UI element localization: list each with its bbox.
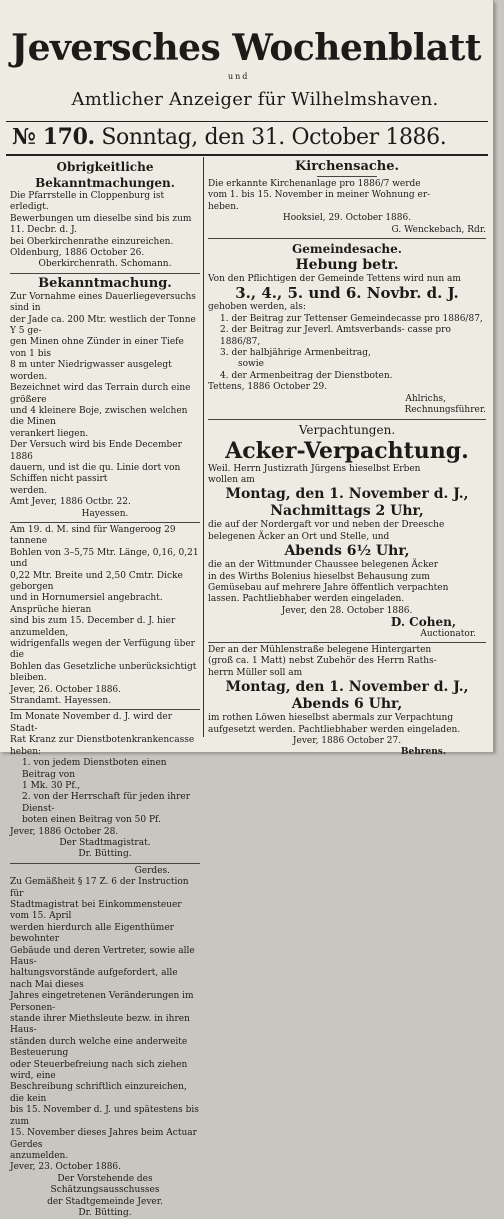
acker-signature: D. Cohen, — [390, 615, 456, 630]
notice-line: Stadtmagistrat bei Einkommensteuer vom 15. April — [10, 899, 182, 922]
notice-line: anzumelden. — [10, 1150, 69, 1161]
notice-line: der Jade ca. 200 Mtr. westlich der Tonne Y 5 ge- — [10, 314, 196, 337]
divider — [208, 238, 486, 239]
notice-line: Gebäude und deren Vertreter, sowie alle Haus- — [10, 945, 195, 967]
notice-line: boten einen Beitrag von 50 Pf. — [22, 815, 161, 826]
divider — [10, 863, 200, 864]
divider — [10, 273, 200, 274]
notice-line: vom 1. bis 15. November in meiner Wohnung er- — [208, 190, 431, 201]
notice-signature: Der Vorstehende des Schätzungsausschusses — [50, 1173, 160, 1196]
notice-line: Beschreibung schriftlich einzureichen, die kein — [10, 1082, 187, 1104]
issue-date: Sonntag, den 31. October 1886. — [101, 125, 447, 150]
bekannt-heading: Bekanntmachung. — [38, 275, 172, 291]
notice-line: Von den Pflichtigen der Gemeinde Tettens wird nun am — [208, 274, 461, 285]
divider — [10, 709, 200, 710]
notice-line: im rothen Löwen hieselbst abermals zur Verpachtung — [208, 713, 454, 724]
notice-signature: Hayessen. — [81, 508, 129, 519]
notice-line: bei Oberkirchenrathe einzureichen. — [10, 236, 174, 247]
notice-line: Am 19. d. M. sind für Wangeroog 29 tannene — [10, 524, 176, 547]
notice-line: dauern, und ist die qu. Linie dort von Schiffen nicht passirt — [10, 462, 181, 485]
hebung-signature-title: Rechnungsführer. — [404, 405, 486, 416]
wanger-notice — [10, 525, 200, 708]
notice-line: oder Steuerbefreiung nach sich ziehen wird, eine — [10, 1059, 188, 1082]
divider — [208, 419, 486, 420]
notice-line: Bezeichnet wird das Terrain durch eine größere — [10, 383, 191, 405]
garten-signature: Behrens. — [400, 747, 446, 758]
right-column — [208, 159, 486, 759]
notice-line: 0,22 Mtr. Breite und 2,50 Cmtr. Dicke geborgen — [10, 570, 183, 592]
bekannt-notice — [10, 292, 200, 520]
obrigkeit-heading: Obrigkeitliche Bekanntmachungen. — [35, 160, 175, 190]
notice-line: (groß ca. 1 Matt) nebst Zubehör des Herrn Raths- — [208, 656, 437, 667]
notice-line: gen Minen ohne Zünder in einer Tiefe von 1 bis — [10, 337, 184, 359]
notice-line: herrn Müller soll am — [208, 667, 303, 678]
hebung-signature: Ahlrichs, — [405, 393, 446, 404]
notice-line: Bewerbungen um dieselbe sind bis zum 11. Decbr. d. J. — [10, 213, 192, 236]
acker-time2: Abends 6½ Uhr, — [284, 543, 410, 560]
kirchen-place: Hooksiel, 29. October 1886. — [282, 213, 412, 224]
notice-signature: Der Stadtmagistrat. — [59, 837, 151, 848]
notice-line: Rat Kranz zur Dienstbotenkrankencasse heben: — [10, 735, 195, 757]
notice-line: Tettens, 1886 October 29. — [208, 382, 328, 393]
notice-line: 1. von jedem Dienstboten einen Beitrag von — [22, 758, 167, 780]
notice-line: Zu Gemäßheit § 17 Z. 6 der Instruction für — [10, 877, 189, 899]
notice-line: 8 m unter Niedrigwasser ausgelegt worden. — [10, 360, 172, 382]
notice-line: Jahres eingetretenen Veränderungen im Personen- — [10, 991, 194, 1013]
issue-line — [12, 122, 482, 153]
notice-line: ständen durch welche eine anderweite Besteuerung — [10, 1036, 188, 1059]
notice-line: Oldenburg, 1886 October 26. — [10, 248, 145, 259]
masthead-subtitle: Amtlicher Anzeiger für Wilhelmshaven. — [71, 89, 439, 110]
left-column — [10, 159, 200, 1219]
notice-line: Die erkannte Kirchenanlage pro 1886/7 werde — [208, 179, 421, 189]
notice-line: Im Monate November d. J. wird der Stadt- — [10, 712, 173, 734]
notice-signature: Dr. Bütting. — [78, 1207, 132, 1218]
notice-line: widrigenfalls wegen der Verfügung über die — [10, 639, 195, 661]
hebung-heading: Hebung betr. — [295, 257, 399, 274]
notice-signature: Strandamt. Hayessen. — [10, 696, 112, 707]
hebung-item: 1. der Beitrag zur Tettenser Gemeindecasse pro 1886/87, — [220, 313, 483, 324]
notice-line: Amt Jever, 1886 Octbr. 22. — [10, 497, 131, 508]
kranken-notice — [10, 712, 200, 860]
notice-line: 1 Mk. 30 Pf., — [22, 780, 81, 791]
notice-line: werden hierdurch alle Eigenthümer bewohnter — [10, 922, 174, 945]
schatz-notice — [10, 877, 200, 1219]
short-rule — [317, 176, 377, 177]
hebung-item: sowie — [238, 359, 264, 370]
notice-line: bis 15. November d. J. und spätestens bis zum — [10, 1105, 199, 1127]
notice-line: haltungsvorstände aufgefordert, alle nach Mai dieses — [10, 968, 178, 990]
notice-line: heben. — [208, 201, 239, 212]
notice-line: Die Pfarrstelle in Cloppenburg ist erledigt. — [10, 191, 165, 213]
notice-line: die auf der Nordergaft vor und neben der Dreesche — [208, 520, 445, 531]
garten-date: Montag, den 1. November d. J., — [225, 679, 469, 696]
notice-line: Jever, 23. October 1886. — [10, 1162, 122, 1173]
gerdes-signature: Gerdes. — [134, 865, 170, 876]
notice-line: sind bis zum 15. December d. J. hier anzumelden, — [10, 616, 176, 638]
acker-signature-title: Auctionator. — [420, 628, 476, 639]
notice-line: in des Wirths Bolenius hieselbst Behausung zum — [208, 571, 430, 582]
notice-line: Zur Vornahme eines Dauerliegeversuchs sind in — [10, 291, 196, 314]
notice-line: Gemüsebau auf mehrere Jahre öffentlich verpachten — [208, 582, 449, 593]
notice-line: wollen am — [208, 474, 255, 485]
notice-line: 2. von der Herrschaft für jeden ihrer Dienst- — [22, 792, 191, 814]
hebung-item: 3. der halbjährige Armenbeitrag, — [220, 348, 371, 359]
kirchen-heading: Kirchensache. — [294, 159, 400, 174]
garten-place: Jever, 1886 October 27. — [292, 736, 402, 746]
verp-heading: Verpachtungen. — [298, 422, 396, 437]
hebung-item: 4. der Armenbeitrag der Dienstboten. — [220, 370, 393, 381]
notice-line: aufgesetzt werden. Pachtliebhaber werden eingeladen. — [208, 724, 461, 735]
acker-date: Montag, den 1. November d. J., — [225, 486, 469, 503]
notice-line: 15. November dieses Jahres beim Actuar Gerdes — [10, 1128, 197, 1150]
notice-line: und in Hornumersiel angebracht. Ansprüche hieran — [10, 593, 163, 615]
notice-line: die an der Wittmunder Chaussee belegenen Äcker — [208, 560, 439, 571]
hebung-dates: 3., 4., 5. und 6. Novbr. d. J. — [235, 284, 459, 303]
notice-signature: der Stadtgemeinde Jever. — [47, 1196, 163, 1207]
rule-bottom — [6, 154, 488, 156]
column-divider — [203, 157, 204, 737]
notice-signature: Oberkirchenrath. Schomann. — [38, 259, 172, 270]
notice-line: Bohlen von 3–5,75 Mtr. Länge, 0,16, 0,21 und — [10, 547, 199, 570]
divider — [208, 642, 486, 643]
kirchen-signature: G. Wenckebach, Rdr. — [391, 224, 486, 235]
issue-number: № 170. — [12, 124, 95, 150]
gemeinde-heading: Gemeindesache. — [292, 242, 402, 257]
masthead-title: Jeversches Wochenblatt — [11, 27, 481, 69]
notice-line: Jever, 26. October 1886. — [10, 684, 122, 695]
notice-line: Jever, 1886 October 28. — [10, 826, 119, 837]
masthead-und: und — [228, 72, 250, 81]
notice-line: Bohlen das Gesetzliche unberücksichtigt bleiben. — [10, 661, 197, 684]
divider — [10, 522, 200, 523]
notice-line: lassen. Pachtliebhaber werden eingeladen. — [208, 594, 405, 605]
hebung-item: 2. der Beitrag zur Jeverl. Amtsverbands- casse pro 1886/87, — [220, 325, 451, 347]
acker-heading: Acker-Verpachtung. — [225, 437, 469, 464]
acker-time: Nachmittags 2 Uhr, — [270, 503, 424, 520]
obrigkeit-notice — [10, 191, 200, 271]
notice-line: belegenen Äcker an Ort und Stelle, und — [208, 531, 390, 542]
notice-line: stande ihrer Miethsleute bezw. in ihren Haus- — [10, 1014, 190, 1036]
notice-line: werden. — [10, 485, 48, 496]
notice-line: Weil. Herrn Justizrath Jürgens hieselbst Erben — [208, 463, 421, 474]
acker-place: Jever, den 28. October 1886. — [281, 605, 413, 616]
notice-line: Der Versuch wird bis Ende December 1886 — [10, 440, 182, 462]
notice-line: verankert liegen. — [10, 428, 89, 439]
notice-line: Der an der Mühlenstraße belegene Hintergarten — [208, 644, 432, 655]
notice-line: gehoben werden, als: — [208, 302, 306, 313]
notice-signature: Dr. Bütting. — [78, 849, 132, 860]
notice-line: und 4 kleinere Boje, zwischen welchen die Minen — [10, 405, 188, 428]
garten-time: Abends 6 Uhr, — [291, 696, 403, 713]
